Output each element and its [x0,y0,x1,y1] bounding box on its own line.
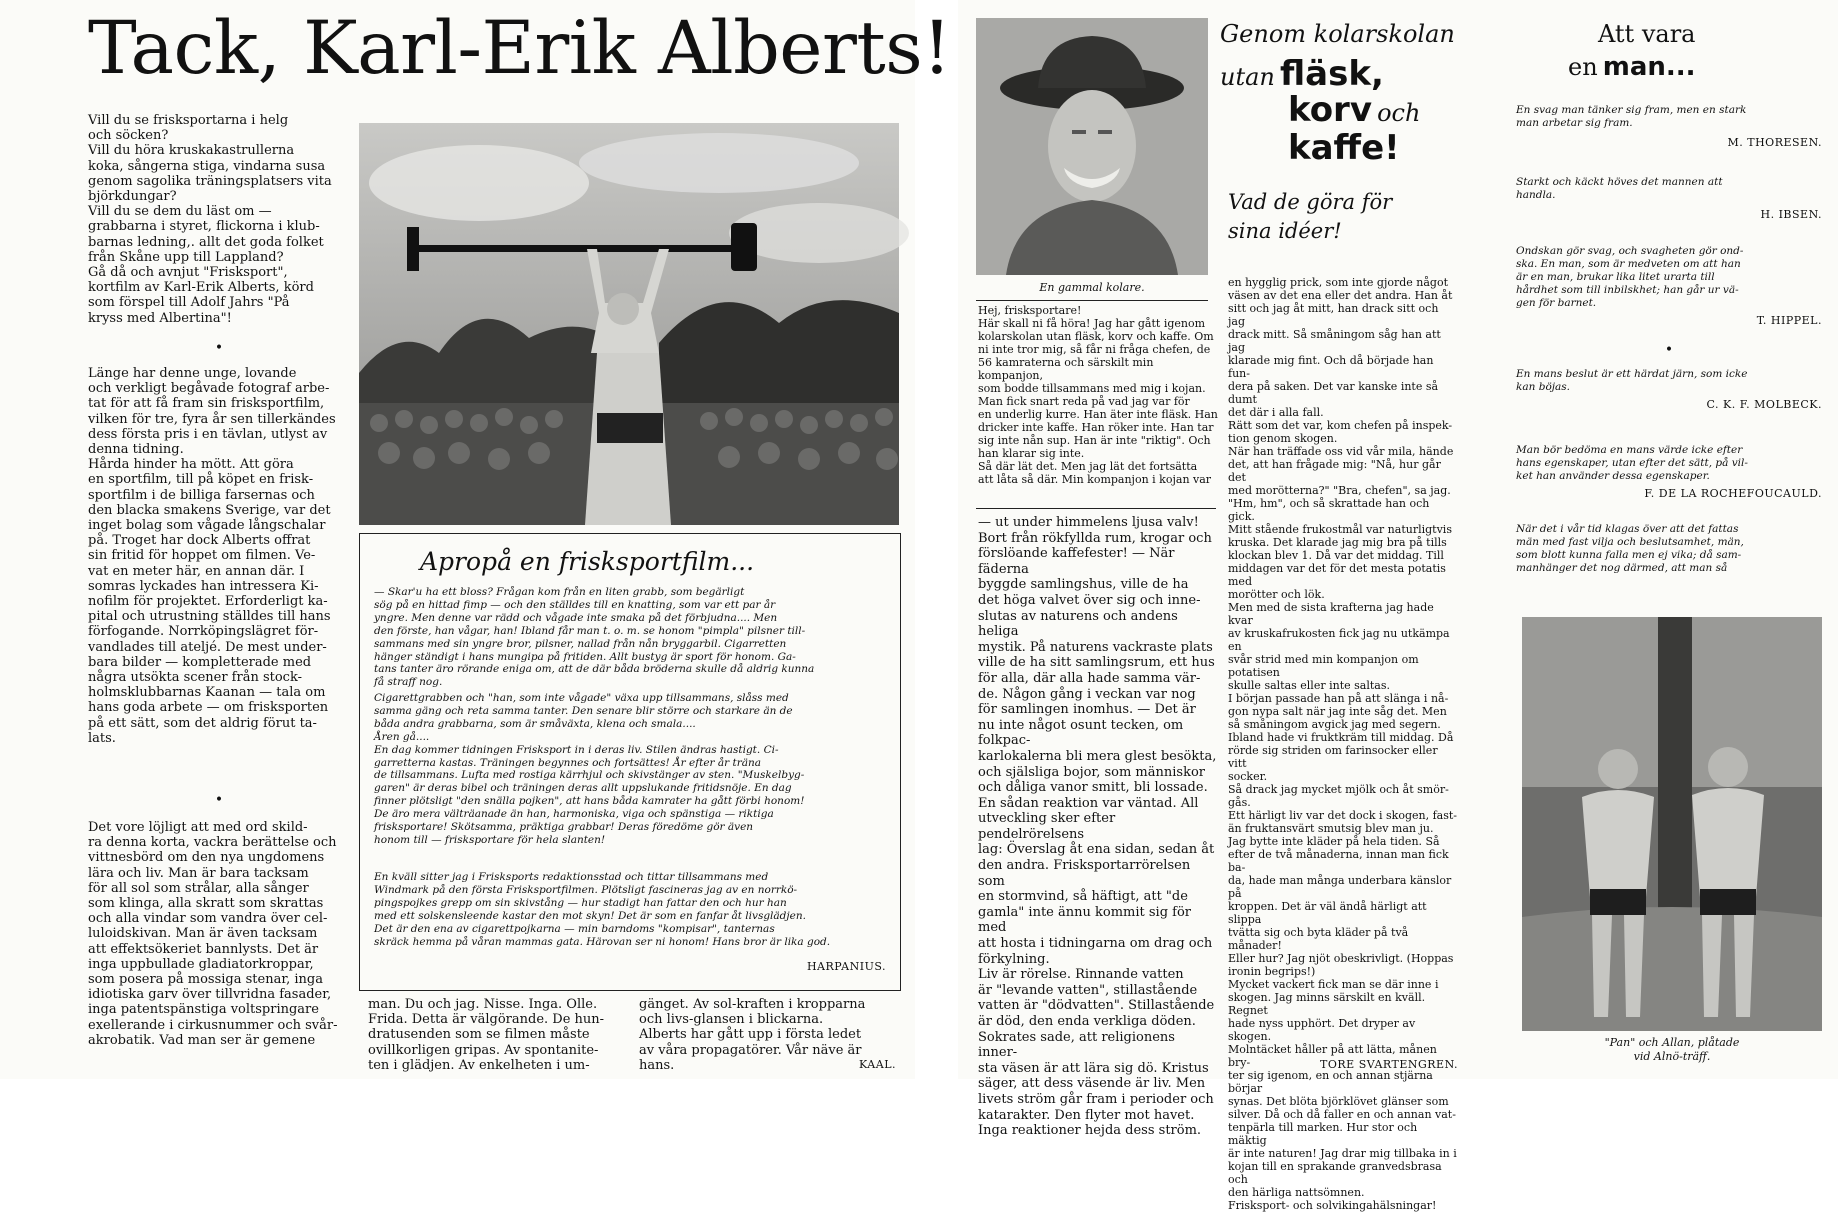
col1-paragraph-3: Det vore löjligt att med ord skild- ra denna korta, vackra berättelse och vittnesbörd om den nya ungdomens lära och liv. Man är bara tacksam för all sol som strålar, alla sånger som klinga, alla skratt som skrattas och alla vindar som vandra över cel- luloidskivan. Man är även tacksam att effektsökeriet bannlysts. Det är inga uppbullade gladiatorkroppar, som posera på mossiga stenar, inga idiotiska garv över tillvridna fasader, inga patentspänstiga voltspringare exellerande i cirkusnummer och svår- akrobatik. Vad man ser är gemene [88,820,338,1048]
separator-star: • [214,340,224,356]
quote-3 [1516,245,1822,327]
quote-author: F. DE LA ROCHEFOUCAULD. [1644,486,1822,500]
quote-6 [1516,523,1822,575]
quote-text: En svag man tänker sig fram, men en stark man arbetar sig fram. [1516,104,1747,129]
quote-author: T. HIPPEL. [1756,313,1822,327]
col3-text: gänget. Av sol-kraften i kropparna och livs-glansen i blickarna. Alberts har gått upp i första ledet av våra propagatörer. Vår näve är hans. [639,997,866,1073]
divider-line [976,508,1216,509]
divider-line [976,300,1208,301]
photo-barbell-svg [359,123,899,525]
article-col1-bottom: — ut under himmelens ljusa valv! Bort från rökfyllda rum, krogar och förslöande kaffefester! — När fäderna byggde samlingshus, ville de ha det höga valvet över sig och inne- slutas av naturens och andens heliga mystik. På naturens vackraste plats ville de ha sitt samlingsrum, ett hus för alla, där alla hade samma vär- de. Någon gång i veckan var nog för samlingen inomhus. — Det är nu inte något osunt tecken, om folkpac- karlokalerna bli mera glest besökta, och själsliga bojor, som människor och dåliga vanor smitt, bli lossade. En sådan reaktion var väntad. All utveckling sker efter pendelrörelsens lag: Överslag åt ena sidan, sedan åt den andra. Frisksportarrörelsen som en stormvind, så häftigt, att "de gamla" inte ännu kommit sig för med att hosta i tidningarna om drag och förkylning. Liv är rörelse. Rinnande vatten är "levande vatten", stillastående vatten är "dödvatten". Stillastående är död, den enda verkliga döden. Sokrates sade, att religionens inner- sta väsen är att lära sig dö. Kristus säger, att dess väsende är liv. Men livets ström går fram i perioder och katarakter. Den flyter mot havet. Inga reaktioner hejda dess ström. [978,515,1217,1139]
portrait-svg [976,18,1208,275]
quote-4 [1516,368,1822,411]
right-page [958,0,1838,1212]
left-page [0,0,952,1079]
quote-text: När det i vår tid klagas över att det fattas män med fast vilja och beslutsamhet, män, som blott kunna falla men ej vika; då sam- manhänger det nog därmed, att man så [1516,523,1744,574]
quote-author: M. THORESEN. [1727,135,1822,149]
quote-text: Starkt och käckt höves det mannen att handla. [1516,176,1723,201]
headline-word-flask: fläsk, [1279,54,1384,94]
subheadline: Vad de göra för sina idéer! [1228,190,1393,243]
quote-text: Man bör bedöma en mans värde icke efter hans egenskaper, utan efter det sätt, på vil- ket han använder dessa egenskaper. [1516,444,1748,482]
article-signature: TORE SVARTENGREN. [1320,1058,1458,1071]
headline: Tack, Karl-Erik Alberts! [88,6,952,91]
portrait-caption: En gammal kolare. [1039,281,1145,294]
quote-author: H. IBSEN. [1760,207,1822,221]
col2-text: man. Du och jag. Nisse. Inga. Olle. Frida. Detta är välgörande. De hun- dratusenden som se filmen måste ovillkorligen gripas. Av spontanite- ten i glädjen. Av enkelheten i um- [368,997,605,1073]
headline-line-3 [1288,90,1420,130]
quote-text: En mans beslut är ett härdat järn, som icke kan böjas. [1516,368,1748,393]
photo-old-charcoal-burner [976,18,1208,275]
box-paragraph-1: — Skar'u ha ett bloss? Frågan kom från en liten grabb, som begärligt sög på en hittad fimp — och den ställdes till en knatting, som var ett par år yngre. Men denne var rädd och vågade inte smaka på det förbjudna.... Men den förste, han vågar, han! Ibland får man t. o. m. se honom "pimpla" pilsner till- sammans med sin yngre bror, pilsner, nallad från nån bryggarbil. Cigarretten hänger ständigt i hans mungipa på fritiden. Allt bustyg är sport för honom. Ga- tans tanter äro rörande eniga om, att de där båda bröderna skulle då aldrig kunna få straff nog. [374,586,815,689]
photo-pan-and-allan [1522,617,1822,1031]
boxed-article [359,533,901,991]
quote-author: C. K. F. MOLBECK. [1706,397,1822,411]
pan-allan-svg [1522,617,1822,1031]
headline-word-och: och [1377,99,1421,127]
headline-word-utan: utan [1220,63,1275,91]
quotes-title-line-1: Att vara [1598,20,1696,48]
col1-paragraph-1: Vill du se frisksportarna i helg och söcken? Vill du höra kruskakastrullerna koka, sångerna stiga, vindarna susa genom sagolika träningsplatsers vita björkdungar? Vill du se dem du läst om — grabbarna i styret, flickorna i klub- barnas ledning,. allt det goda folket från Skåne upp till Lappland? Gå då och avnjut "Frisksport", kortfilm av Karl-Erik Alberts, körd som förspel till Adolf Jahrs "På kryss med Albertina"! [88,113,332,326]
quotes-title-line-2 [1568,52,1696,82]
box-title: Apropå en frisksportfilm... [420,547,755,576]
photo-caption: "Pan" och Allan, plåtade vid Alnö-träff. [1604,1036,1740,1063]
headline-word-kaffe: kaffe! [1288,128,1400,168]
article-col2: en hygglig prick, som inte gjorde något väsen av det ena eller det andra. Han åt sitt och jag åt mitt, han drack sitt och jag drack mitt. Så småningom såg han att jag klarade mig fint. Och då började han fun- dera på saken. Det var kanske inte så dumt det där i alla fall. Rätt som det var, kom chefen på inspek- tion genom skogen. När han träffade oss vid vår mila, hände det, att han frågade mig: "Nå, hur går det med morötterna?" "Bra, chefen", sa jag. "Hm, hm", och så skrattade han och gick. Mitt stående frukostmål var naturligtvis kruska. Det klarade jag mig bra på tills klockan blev 1. Då var det middag. Till middagen var det för det mesta potatis med morötter och lök. Men med de sista krafterna jag hade kvar av kruskafrukosten fick jag nu utkämpa en svår strid med min kompanjon om potatisen skulle saltas eller inte saltas. I början passade han på att slänga i nå- gon nypa salt när jag inte såg det. Men så småningom avgick jag med segern. Ibland hade vi fruktkräm till middag. Då rörde sig striden om farinsocker eller vitt socker. Så drack jag mycket mjölk och åt smör- gås. Ett härligt liv var det dock i skogen, fast- än fruktansvärt smutsig blev man ju. Jag bytte inte kläder på hela tiden. Så efter de två månaderna, innan man fick ba- da, hade man många underbara känslor på kroppen. Det är väl ändå härligt att slippa tvätta sig och byta kläder på två månader! Eller hur? Jag njöt obeskrivligt. (Hoppas ironin begrips!) Mycket vackert fick man se där inne i skogen. Jag minns särskilt en kväll. Regnet hade nyss upphört. Det dryper av skogen. Molntäcket håller på att lätta, månen bry- ter sig igenom, en och annan stjärna börjar synas. Det blöta björklövet glänser som silver. Då och då faller en och annan vat- tenpärla till marken. Hur stor och mäktig är inte naturen! Jag drar mig tillbaka in i kojan till en sprakande granvedsbrasa och den härliga nattsömnen. Frisksport- och solvikingahälsningar! [1228,276,1457,1212]
col1-paragraph-2: Länge har denne unge, lovande och verkligt begåvade fotograf arbe- tat för att få fram sin frisksportfilm, vilken för tre, fyra år sen tillerkändes dess första pris i en tävlan, utlyst av denna tidning. Hårda hinder ha mött. Att göra en sportfilm, till på köpet en frisk- sportfilm i de billiga farsernas och den blacka smakens Sverige, var det inget bolag som vågade långschalar på. Troget har dock Alberts offrat sin fritid för hoppet om filmen. Ve- vat en meter här, en annan där. I somras lyckades han intressera Ki- nofilm för projektet. Erforderligt ka- pital och utrustning ställdes till hans förfogande. Norrköpingslägret för- vandlades till ateljé. De mest under- bara bilder — kompletterade med några utsökta scener från stock- holmsklubbarnas Kaanan — tala om hans goda arbete — om frisksporten på ett sätt, som det aldrig förut ta- lats. [88,366,336,746]
box-paragraph-2: Cigarettgrabben och "han, som inte vågade" växa upp tillsammans, slåss med samma gäng och reta samma tanter. Den senare blir större och starkare än de båda andra grabbarna, som är småväxta, klena och smala.... Åren gå.... En dag kommer tidningen Frisksport in i deras liv. Stilen ändras hastigt. Ci- garretterna kastas. Träningen begynnes och fortsättes! År efter år träna de tillsammans. Lufta med rostiga kärrhjul och skivstänger av sten. "Muskelbyg- garen" är deras bibel och träningen deras allt uppslukande fritidsnöje. En dag finner plötsligt "den snälla pojken", att hans båda kamrater ha gått förbi honom! De äro mera välträanade än han, harmoniska, viga och spänstiga — riktiga frisksportare! Skötsamma, präktiga grabbar! Deras föredöme gör även honom till — frisksportare för hela slanten! [374,692,805,846]
separator-star: • [1664,342,1674,358]
quotes-title-en: en [1568,53,1598,81]
headline-word-korv: korv [1288,90,1372,130]
quote-1 [1516,104,1822,149]
box-signature: HARPANIUS. [806,960,886,973]
article-col1-top: Hej, frisksportare! Här skall ni få höra! Jag har gått igenom kolarskolan utan fläsk, korv och kaffe. Om ni inte tror mig, så får ni fråga chefen, de 56 kamraterna och särskilt min kompanjon, som bodde tillsammans med mig i kojan. Man fick snart reda på vad jag var för en underlig kurre. Han äter inte fläsk. Han dricker inte kaffe. Han röker inte. Han tar sig inte nån sup. Han är inte "riktig". Och han klarar sig inte. Så där lät det. Men jag lät det fortsätta att låta så där. Min kompanjon i kojan var [978,304,1218,486]
photo-barbell-lifter [359,123,899,525]
separator-star: • [214,792,224,808]
quote-text: Ondskan gör svag, och svagheten gör ond- ska. En man, som är medveten om att han är en man, brukar lika litet urarta till hårdhet som till inbilskhet; han går ur vä- gen för barnet. [1516,245,1744,309]
quotes-title-man: man... [1602,52,1696,82]
box-paragraph-3: En kväll sitter jag i Frisksports redaktionsstad och tittar tillsammans med Windmark på den första Frisksportfilmen. Plötsligt fascineras jag av en norrkö- pingspojkes grepp om sin skivstång — hur stadigt han fattar den och hur han med ett solskensleende kastar den mot skyn! Det är som en fanfar åt livsglädjen. Det är den ena av cigarettpojkarna — min barndoms "kompisar", tanternas skräck hemma på våran mammas gata. Härovan ser ni honom! Hans bror är lika god. [374,871,831,948]
col3-signature: KAAL. [859,1058,896,1071]
headline-line-1: Genom kolarskolan [1220,20,1455,48]
headline-line-2 [1220,54,1384,94]
quote-2 [1516,176,1822,221]
quote-5 [1516,444,1822,500]
